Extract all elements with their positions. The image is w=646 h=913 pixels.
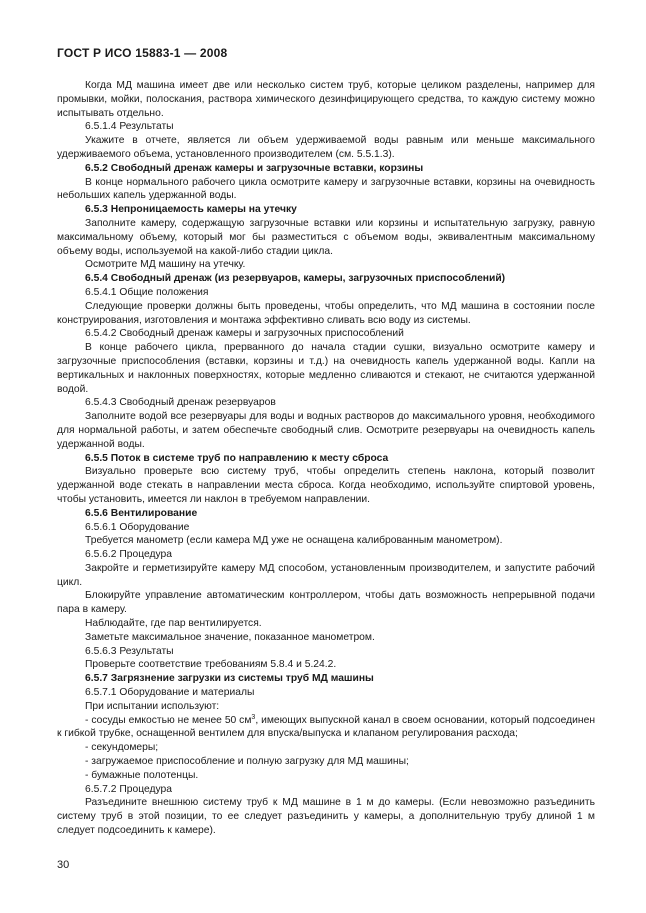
paragraph: При испытании используют:: [85, 700, 220, 712]
paragraph: Закройте и герметизируйте камеру МД способом, установленным производителем, и запустите рабочий цикл.: [57, 562, 595, 588]
subsection-heading: 6.5.7.1 Оборудование и материалы: [85, 687, 255, 699]
paragraph: Осмотрите МД машину на утечку.: [85, 259, 246, 271]
paragraph: Заполните водой все резервуары для воды и водных растворов до максимального уровня, необходимого для нормальной работы, и затем обеспечьте свободный слив. Осмотрите резервуары на очевидность капель удержанной воды.: [57, 411, 595, 450]
paragraph: В конце рабочего цикла, прерванного до начала стадии сушки, визуально осмотрите камеру и загрузочные приспособления (вставки, корзины и т.д.) на очевидность капель удержанной воды. Капли на вертикальных и наклонных поверхностях, которые медленно сливаются и стекают, не считаются удержанной водой.: [57, 342, 595, 395]
paragraph: Заполните камеру, содержащую загрузочные вставки или корзины и испытательную загрузку, равную максимальному объему, который мог бы разместиться с объемом воды, эквивалентным максимальному объему воды, используемой на какой-либо стадии цикла.: [57, 217, 595, 257]
list-item-text: - сосуды емкостью не менее 50 см: [85, 714, 252, 726]
paragraph: Разъедините внешнюю систему труб к МД машине в 1 м до камеры. (Если невозможно разъединить систему труб в этой позиции, то ее следует разъединить у камеры, а дополнительную трубу длиной 1 м следует подсоединить к камере).: [57, 797, 595, 837]
paragraph: В конце нормального рабочего цикла осмотрите камеру и загрузочные вставки, корзины на очевидность небольших капель удержанной воды.: [57, 176, 595, 202]
list-item: - загружаемое приспособление и полную загрузку для МД машины;: [85, 756, 409, 768]
subsection-heading: 6.5.4.3 Свободный дренаж резервуаров: [85, 397, 276, 409]
page-body: [57, 79, 595, 838]
list-item: - бумажные полотенцы.: [85, 769, 199, 781]
paragraph: Визуально проверьте всю систему труб, чтобы определить степень наклона, который позволит удержанной воде стекать в направлении места сброса. Когда необходимо, используйте спиртовой уровень, чтобы установить, имеется ли наклон в требуемом направлении.: [57, 466, 595, 505]
list-item: - секундомеры;: [85, 742, 159, 754]
section-heading: 6.5.4 Свободный дренаж (из резервуаров, камеры, загрузочных приспособлений): [85, 273, 506, 285]
subsection-heading: 6.5.6.3 Результаты: [85, 645, 174, 657]
section-heading: 6.5.7 Загрязнение загрузки из системы труб МД машины: [85, 673, 374, 685]
subsection-heading: 6.5.4.1 Общие положения: [85, 286, 209, 298]
section-heading: 6.5.5 Поток в системе труб по направлению к месту сброса: [85, 452, 389, 464]
paragraph: Проверьте соответствие требованиям 5.8.4 и 5.24.2.: [85, 659, 337, 671]
paragraph: Блокируйте управление автоматическим контроллером, чтобы дать возможность непрерывной подачи пара в камеру.: [57, 590, 595, 616]
list-item: [57, 714, 595, 742]
subsection-heading: 6.5.7.2 Процедура: [85, 783, 172, 795]
paragraph: Когда МД машина имеет две или несколько систем труб, которые целиком разделены, например для промывки, мойки, полоскания, раствора химического дезинфицирующего средства, то каждую систему можно испытывать отдельно.: [57, 80, 595, 119]
paragraph: Требуется манометр (если камера МД уже не оснащена калиброванным манометром).: [85, 535, 503, 547]
subsection-heading: 6.5.6.2 Процедура: [85, 549, 172, 561]
superscript: 3: [251, 713, 256, 721]
page-header: ГОСТ Р ИСО 15883-1 — 2008: [57, 46, 228, 60]
paragraph: Наблюдайте, где пар вентилируется.: [85, 618, 262, 630]
page-number: 30: [57, 859, 70, 871]
paragraph: Следующие проверки должны быть проведены, чтобы определить, что МД машина в состоянии после конструирования, изготовления и монтажа эффективно сливать всю воду из системы.: [57, 300, 595, 326]
subsection-heading: 6.5.6.1 Оборудование: [85, 521, 190, 533]
section-heading: 6.5.2 Свободный дренаж камеры и загрузочные вставки, корзины: [85, 162, 424, 174]
subsection-heading: 6.5.1.4 Результаты: [85, 121, 174, 133]
paragraph: Укажите в отчете, является ли объем удерживаемой воды равным или меньше максимального удерживаемого объема, установленного производителем (см. 5.5.1.3).: [57, 135, 595, 160]
subsection-heading: 6.5.4.2 Свободный дренаж камеры и загрузочных приспособлений: [85, 328, 404, 340]
section-heading: 6.5.6 Вентилирование: [85, 507, 198, 519]
section-heading: 6.5.3 Непроницаемость камеры на утечку: [85, 204, 297, 216]
paragraph: Заметьте максимальное значение, показанное манометром.: [85, 631, 375, 643]
list-item-text: , имеющих выпускной канал в своем основании, который подсоединен к гибкой трубке, оснащенной вентилем для впуска/выпуска и клапаном регулирования расхода;: [57, 714, 596, 740]
